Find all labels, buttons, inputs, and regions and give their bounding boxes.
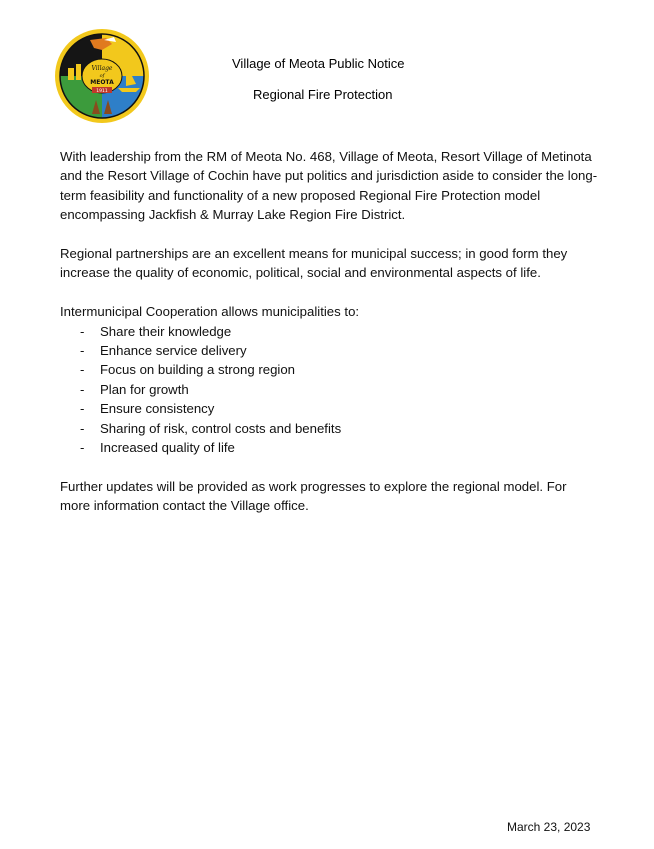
notice-title: Village of Meota Public Notice xyxy=(232,56,405,71)
paragraph-leadership: With leadership from the RM of Meota No. 468, Village of Meota, Resort Village of Metinota and the Resort Village of Cochin have put politics and jurisdiction aside to consider the long-term feasibility and functionality of a new proposed Regional Fire Protection model encompassing Jackfish & Murray Lake Region Fire District. xyxy=(60,149,598,223)
village-of-meota-crest-icon xyxy=(54,28,150,124)
list-item-text: Ensure consistency xyxy=(100,401,215,417)
list-intro: Intermunicipal Cooperation allows municipalities to: xyxy=(60,304,360,320)
paragraph-partnerships: Regional partnerships are an excellent means for municipal success; in good form they increase the quality of economic, political, social and environmental aspects of life. xyxy=(60,246,568,281)
svg-text:MEOTA: MEOTA xyxy=(90,79,114,86)
list-item: - Focus on building a strong region xyxy=(80,362,296,378)
list-item: - Plan for growth xyxy=(80,381,189,397)
list-item: - Ensure consistency xyxy=(80,401,215,417)
list-item-text: Enhance service delivery xyxy=(100,343,247,359)
list-item-text: Share their knowledge xyxy=(100,323,232,339)
svg-text:Village: Village xyxy=(91,65,113,72)
notice-date: March 23, 2023 xyxy=(507,820,591,834)
svg-text:of: of xyxy=(99,73,105,79)
list-item: - Sharing of risk, control costs and benefits xyxy=(80,420,342,436)
paragraph-updates: Further updates will be provided as work progresses to explore the regional model. For more information contact the Village office. xyxy=(60,478,567,514)
notice-body xyxy=(60,147,600,535)
list-item-text: Plan for growth xyxy=(100,381,189,397)
list-item: - Enhance service delivery xyxy=(80,343,247,359)
list-item: - Increased quality of life xyxy=(80,439,235,455)
list-item: - Share their knowledge xyxy=(80,323,232,339)
cooperation-benefits-list xyxy=(60,322,600,458)
list-item-text: Increased quality of life xyxy=(100,439,235,455)
list-item-text: Sharing of risk, control costs and benefits xyxy=(100,420,342,436)
village-logo xyxy=(54,28,150,124)
notice-subtitle: Regional Fire Protection xyxy=(253,87,393,102)
svg-text:1911: 1911 xyxy=(96,89,108,94)
list-item-text: Focus on building a strong region xyxy=(100,362,296,378)
